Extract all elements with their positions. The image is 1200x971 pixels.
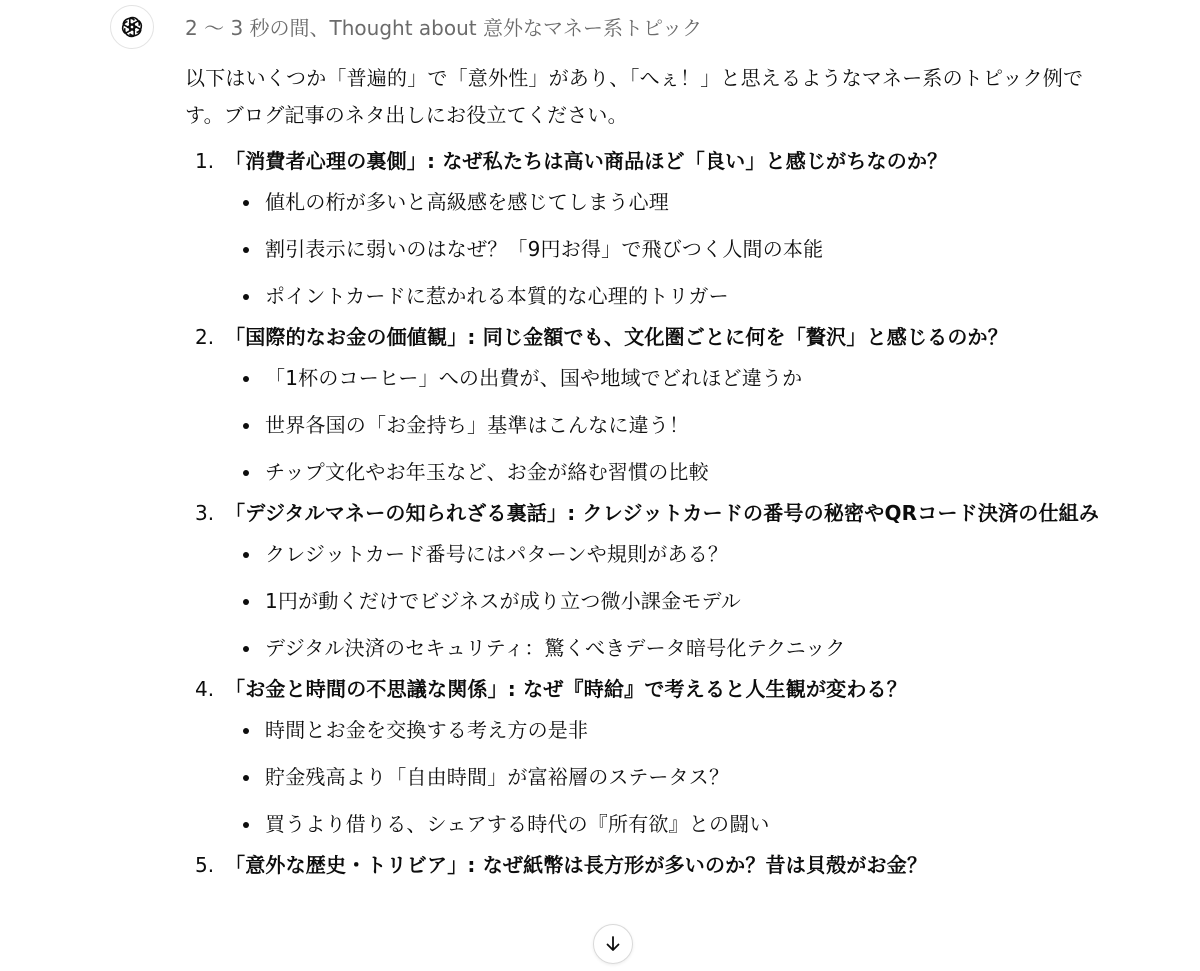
topic-title: 「消費者心理の裏側」: なぜ私たちは高い商品ほど「良い」と感じがちなのか？	[225, 149, 948, 173]
list-item	[225, 806, 1120, 842]
topic-item	[181, 495, 1120, 666]
intro-paragraph: 以下はいくつか「普遍的」で「意外性」があり、「へぇ！」と思えるようなマネー系のトピック例です。ブログ記事のネタ出しにお役立てください。	[185, 66, 1084, 127]
topic-points	[225, 531, 1120, 666]
point-text: 世界各国の「お金持ち」基準はこんなに違う！	[265, 413, 690, 437]
point-text: 割引表示に弱いのはなぜ？「9円お得」で飛びつく人間の本能	[265, 237, 824, 261]
point-text: 時間とお金を交換する考え方の是非	[265, 718, 589, 742]
topic-title: 「デジタルマネーの知られざる裏話」: クレジットカードの番号の秘密やQRコード決済の仕組み	[225, 501, 1100, 525]
arrow-down-icon	[603, 934, 623, 954]
point-text: デジタル決済のセキュリティ：驚くべきデータ暗号化テクニック	[265, 636, 846, 660]
list-item	[225, 536, 1120, 572]
topic-item	[181, 671, 1120, 842]
topic-number: 4.	[195, 677, 215, 701]
list-item	[225, 583, 1120, 619]
bullet-icon	[243, 599, 249, 605]
point-text: 値札の桁が多いと高級感を感じてしまう心理	[265, 190, 669, 214]
topic-points	[225, 179, 1120, 314]
list-item	[225, 630, 1120, 666]
topic-number: 5.	[195, 853, 215, 877]
topic-item	[181, 319, 1120, 490]
list-item	[225, 759, 1120, 795]
bullet-icon	[243, 822, 249, 828]
bullet-icon	[243, 646, 249, 652]
point-text: チップ文化やお年玉など、お金が絡む習慣の比較	[265, 460, 709, 484]
point-text: 買うより借りる、シェアする時代の『所有欲』との闘い	[265, 812, 770, 836]
bullet-icon	[243, 552, 249, 558]
bullet-icon	[243, 376, 249, 382]
bullet-icon	[243, 247, 249, 253]
topic-item	[181, 847, 1120, 883]
topic-title: 「国際的なお金の価値観」: 同じ金額でも、文化圏ごとに何を「贅沢」と感じるのか？	[225, 325, 1008, 349]
topic-list	[185, 143, 1120, 883]
thought-summary-toggle[interactable]: 2 〜 3 秒の間、Thought about 意外なマネー系トピック	[185, 16, 703, 40]
list-item	[225, 712, 1120, 748]
point-text: 貯金残高より「自由時間」が富裕層のステータス？	[265, 765, 730, 789]
topic-points	[225, 707, 1120, 842]
assistant-message	[185, 60, 1120, 883]
bullet-icon	[243, 470, 249, 476]
bullet-icon	[243, 423, 249, 429]
list-item	[225, 184, 1120, 220]
list-item	[225, 278, 1120, 314]
topic-number: 1.	[195, 149, 215, 173]
topic-title: 「お金と時間の不思議な関係」: なぜ『時給』で考えると人生観が変わる？	[225, 677, 907, 701]
point-text: クレジットカード番号にはパターンや規則がある？	[265, 542, 729, 566]
bullet-icon	[243, 200, 249, 206]
topic-number: 2.	[195, 325, 215, 349]
list-item	[225, 407, 1120, 443]
topic-item	[181, 143, 1120, 314]
openai-logo-icon	[119, 14, 145, 40]
assistant-avatar	[110, 5, 154, 49]
point-text: ポイントカードに惹かれる本質的な心理的トリガー	[265, 284, 729, 308]
topic-number: 3.	[195, 501, 215, 525]
topic-points	[225, 355, 1120, 490]
bullet-icon	[243, 728, 249, 734]
list-item	[225, 360, 1120, 396]
scroll-to-bottom-button[interactable]	[593, 924, 633, 964]
point-text: 「1杯のコーヒー」への出費が、国や地域でどれほど違うか	[265, 366, 803, 390]
list-item	[225, 231, 1120, 267]
bullet-icon	[243, 775, 249, 781]
bullet-icon	[243, 294, 249, 300]
list-item	[225, 454, 1120, 490]
topic-title: 「意外な歴史・トリビア」: なぜ紙幣は長方形が多いのか？昔は貝殻がお金？	[225, 853, 928, 877]
point-text: 1円が動くだけでビジネスが成り立つ微小課金モデル	[265, 589, 741, 613]
